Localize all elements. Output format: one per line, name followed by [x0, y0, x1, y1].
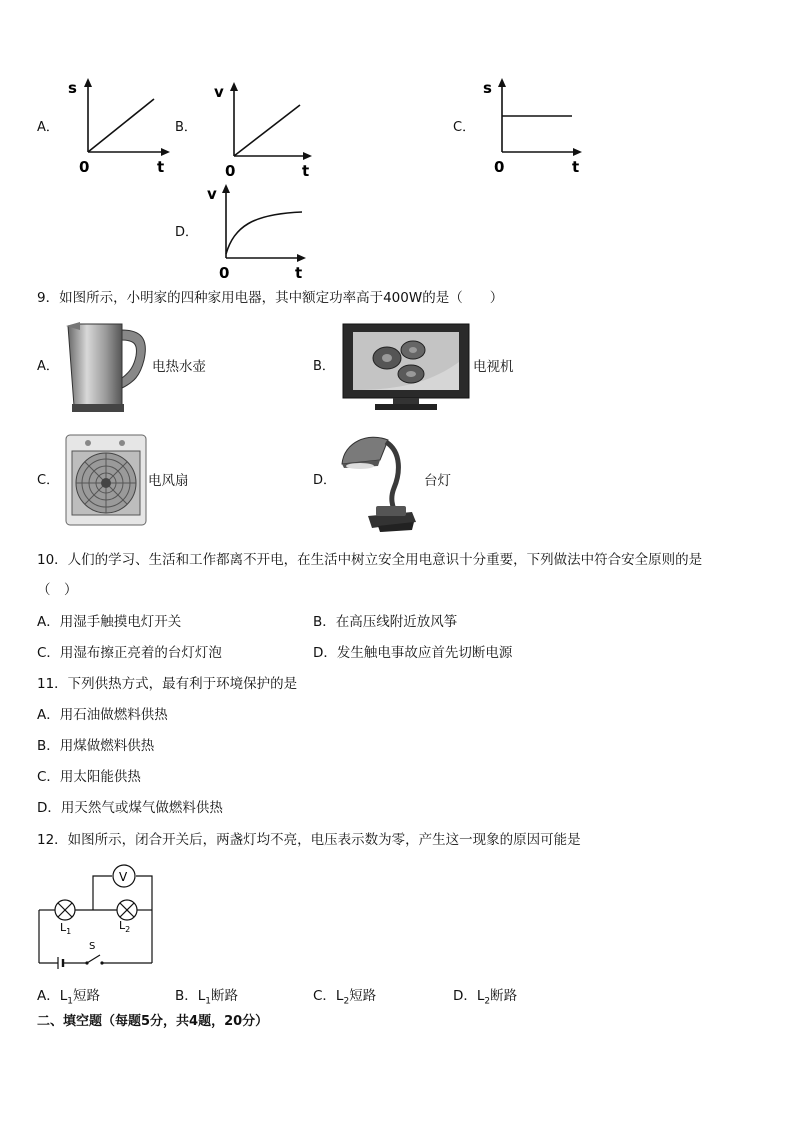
q12-option-a: A．$L_1$短路: [37, 988, 100, 1007]
q9-option-a-label: 电热水壶: [152, 359, 206, 375]
q10-option-b: B．在高压线附近放风筝: [313, 614, 458, 630]
q12-option-b: B．$L_1$断路: [175, 988, 239, 1007]
q11-option-d: D．用天然气或煤气做燃料供热: [37, 800, 223, 816]
q12-option-c: C．$L_2$短路: [313, 988, 377, 1007]
q9-option-b-label: 电视机: [473, 359, 514, 375]
graph-c-s-t: [480, 76, 590, 176]
option-d-letter: D．: [175, 225, 199, 240]
graph-b-origin: 0: [225, 162, 236, 180]
q9-option-c-label: 电风扇: [148, 473, 189, 489]
option-a-letter: A．: [37, 120, 59, 135]
graph-d-x-label: t: [295, 264, 303, 282]
graph-a-s-t: [66, 76, 176, 176]
graph-c-x-label: t: [572, 158, 580, 176]
q9-option-b-letter: B．: [313, 359, 335, 374]
section-2-title: 二、填空题（每题5分，共4题，20分）: [37, 1014, 269, 1029]
q10-option-a: A．用湿手触摸电灯开关: [37, 614, 182, 630]
q12-option-d: D．$L_2$断路: [453, 988, 518, 1007]
graph-a-origin: 0: [79, 158, 90, 176]
graph-d-v-t: [204, 182, 314, 282]
q9-option-d-letter: D．: [313, 473, 337, 488]
graph-c-y-label: s: [483, 79, 492, 97]
lamp-l2-symbol: [117, 900, 137, 920]
electric-fan-image: [64, 433, 148, 527]
voltmeter-label: V: [119, 870, 128, 884]
graph-a-x-label: t: [157, 158, 165, 176]
q11-option-c: C．用太阳能供热: [37, 769, 141, 785]
switch-label: S: [89, 941, 96, 952]
q10-option-c: C．用湿布擦正亮着的台灯灯泡: [37, 645, 222, 661]
graph-b-x-label: t: [302, 162, 310, 180]
circuit-diagram: [30, 858, 162, 970]
graph-a-y-label: s: [68, 79, 77, 97]
graph-d-y-label: v: [207, 185, 217, 203]
option-c-letter: C．: [453, 120, 476, 135]
graph-d-origin: 0: [219, 264, 230, 282]
q9-option-d-label: 台灯: [424, 473, 451, 489]
graph-c-origin: 0: [494, 158, 505, 176]
switch-symbol: [87, 955, 100, 963]
lamp-l1-label: $L_1$: [60, 921, 72, 936]
electric-kettle-image: [64, 320, 152, 414]
q11-option-b: B．用煤做燃料供热: [37, 738, 155, 754]
lamp-l1-symbol: [55, 900, 75, 920]
q11-stem: 11．下列供热方式，最有利于环境保护的是: [37, 676, 298, 692]
television-image: [341, 322, 471, 412]
graph-b-v-t: [210, 80, 320, 180]
lamp-l2-label: $L_2$: [119, 919, 131, 934]
q10-stem: 10．人们的学习、生活和工作都离不开电，在生活中树立安全用电意识十分重要，下列做法中符合安全原则的是: [37, 552, 703, 568]
q12-stem: 12．如图所示，闭合开关后，两盏灯均不亮，电压表示数为零，产生这一现象的原因可能是: [37, 832, 581, 848]
option-b-letter: B．: [175, 120, 197, 135]
q9-option-a-letter: A．: [37, 359, 59, 374]
q10-option-d: D．发生触电事故应首先切断电源: [313, 645, 513, 661]
q10-answer-paren: （ ）: [37, 582, 78, 598]
q9-option-c-letter: C．: [37, 473, 60, 488]
q11-option-a: A．用石油做燃料供热: [37, 707, 168, 723]
q9-stem: 9．如图所示，小明家的四种家用电器，其中额定功率高于400W的是（ ）: [37, 290, 504, 306]
desk-lamp-image: [338, 430, 422, 534]
graph-b-y-label: v: [214, 83, 224, 101]
